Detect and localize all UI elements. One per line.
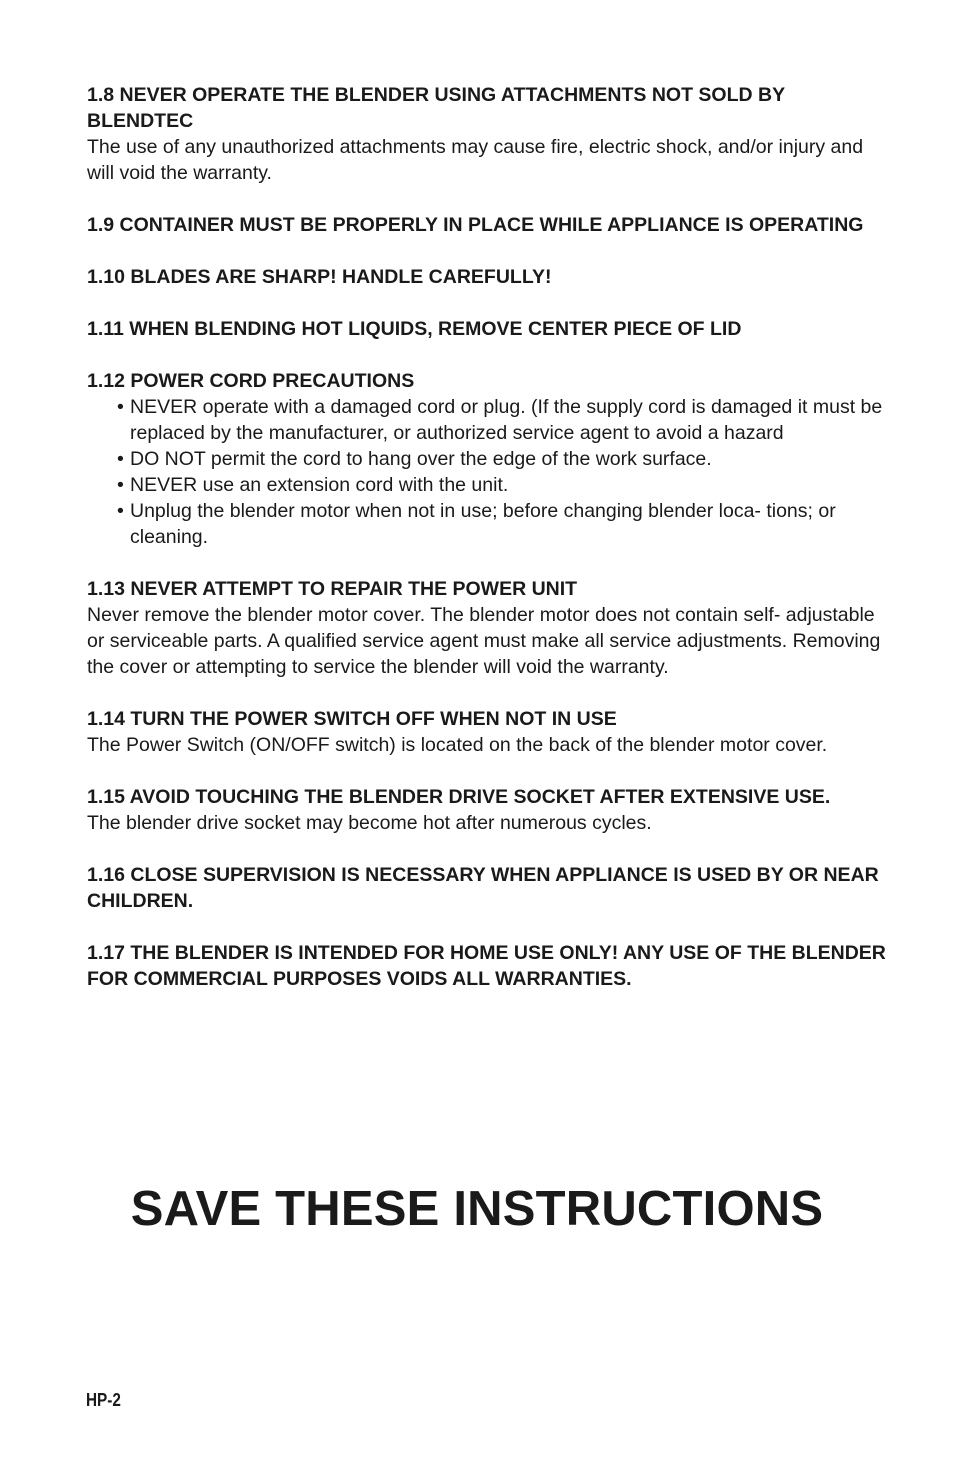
section-heading: 1.14 TURN THE POWER SWITCH OFF WHEN NOT IN USE xyxy=(87,708,617,730)
section-heading: 1.9 CONTAINER MUST BE PROPERLY IN PLACE WHILE APPLIANCE IS OPERATING xyxy=(87,214,864,236)
section-body: The Power Switch (ON/OFF switch) is located on the back of the blender motor cover. xyxy=(87,734,828,756)
section-1-9 xyxy=(87,212,887,238)
instructions-page xyxy=(87,82,887,1018)
bullet-dot-icon: • xyxy=(117,396,124,418)
section-body: The blender drive socket may become hot after numerous cycles. xyxy=(87,812,652,834)
bullet-item xyxy=(108,446,887,472)
power-cord-bullet-list xyxy=(87,394,887,550)
section-1-13 xyxy=(87,576,887,680)
bullet-dot-icon: • xyxy=(117,448,124,470)
section-heading: 1.16 CLOSE SUPERVISION IS NECESSARY WHEN APPLIANCE IS USED BY OR NEAR CHILDREN. xyxy=(87,864,879,912)
bullet-item xyxy=(108,394,887,446)
section-1-12 xyxy=(87,368,887,550)
section-heading: 1.15 AVOID TOUCHING THE BLENDER DRIVE SOCKET AFTER EXTENSIVE USE. xyxy=(87,786,831,808)
bullet-text: Unplug the blender motor when not in use; before changing blender loca- tions; or cleaning. xyxy=(130,500,836,548)
bullet-dot-icon: • xyxy=(117,500,124,522)
page-number: HP-2 xyxy=(86,1390,121,1410)
section-heading: 1.13 NEVER ATTEMPT TO REPAIR THE POWER UNIT xyxy=(87,578,578,600)
section-1-16 xyxy=(87,862,887,914)
bullet-text: NEVER operate with a damaged cord or plug. (If the supply cord is damaged it must be replaced by the manufacturer, or authorized service agent to avoid a hazard xyxy=(130,396,883,444)
section-heading: 1.10 BLADES ARE SHARP! HANDLE CAREFULLY! xyxy=(87,266,552,288)
bullet-dot-icon: • xyxy=(117,474,124,496)
section-1-8 xyxy=(87,82,887,186)
save-instructions-title: SAVE THESE INSTRUCTIONS xyxy=(130,1182,824,1236)
section-heading: 1.12 POWER CORD PRECAUTIONS xyxy=(87,370,415,392)
section-body: Never remove the blender motor cover. The blender motor does not contain self- adjustable or serviceable parts. A qualified service agent must make all service adjustments. Removing the cover or attempting to service the blender will void the warranty. xyxy=(87,604,881,678)
bullet-text: DO NOT permit the cord to hang over the edge of the work surface. xyxy=(130,448,712,470)
section-1-17 xyxy=(87,940,887,992)
section-1-10 xyxy=(87,264,887,290)
bullet-item xyxy=(108,472,887,498)
section-body: The use of any unauthorized attachments may cause fire, electric shock, and/or injury and will void the warranty. xyxy=(87,136,864,184)
section-heading: 1.17 THE BLENDER IS INTENDED FOR HOME USE ONLY! ANY USE OF THE BLENDER FOR COMMERCIAL PURPOSES VOIDS ALL WARRANTIES. xyxy=(87,942,886,990)
bullet-item xyxy=(108,498,887,550)
section-1-11 xyxy=(87,316,887,342)
section-1-15 xyxy=(87,784,887,836)
section-1-14 xyxy=(87,706,887,758)
section-heading: 1.11 WHEN BLENDING HOT LIQUIDS, REMOVE CENTER PIECE OF LID xyxy=(87,318,742,340)
section-heading: 1.8 NEVER OPERATE THE BLENDER USING ATTACHMENTS NOT SOLD BY BLENDTEC xyxy=(87,84,785,132)
bullet-text: NEVER use an extension cord with the unit. xyxy=(130,474,509,496)
